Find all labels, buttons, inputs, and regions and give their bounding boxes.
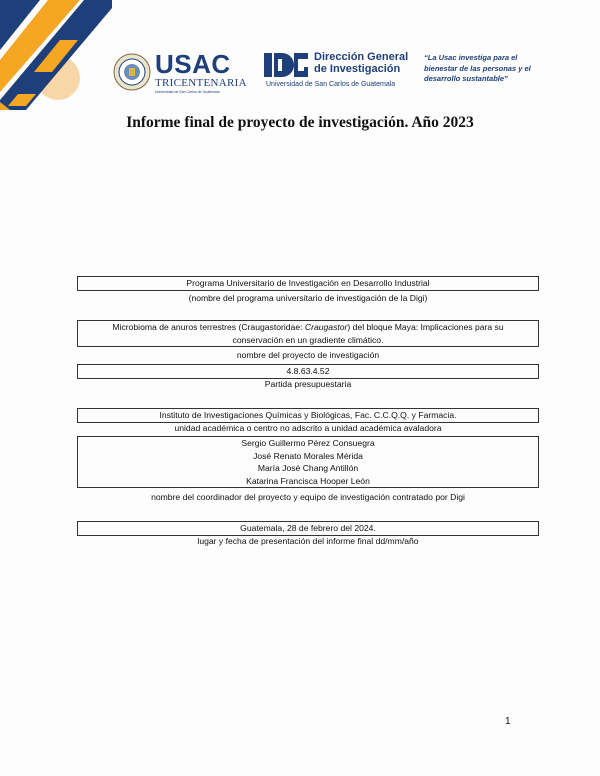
project-value-line2: conservación en un gradiente climático. [232,334,384,345]
usac-tricentenaria: TRICENTENARIA [155,77,247,89]
budget-caption: Partida presupuestaria [264,379,352,389]
place-date-field [77,521,539,536]
team-field [77,436,539,488]
project-genus: Craugastor [304,322,348,332]
team-member: Katarina Francisca Hooper León [246,475,370,486]
budget-field [77,364,539,379]
university-seal-icon [113,53,151,91]
team-member: Sergio Guillermo Pérez Consuegra [241,438,375,448]
program-field [77,276,539,291]
digi-name: Dirección General de Investigación [314,51,409,75]
digi-university: Universidad de San Carlos de Guatemala [266,81,396,88]
project-title-part: Microbioma de anuros terrestres (Craugastoridae: [112,322,305,332]
page-title: Informe final de proyecto de investigación. Año 2023 [126,114,474,131]
team-member: José Renato Morales Mérida [253,450,363,461]
unit-field [77,408,539,423]
usac-wordmark: USAC [155,49,231,79]
project-field [77,320,539,347]
budget-value: 4.8.63.4.52 [286,366,330,376]
usac-logo [113,49,247,96]
slogan: “La Usac investiga para el bienestar de las personas y el desarrollo sustantable” [424,53,531,83]
project-title-part: ) del bloque Maya: Implicaciones para su [347,322,504,332]
unit-value: Instituto de Investigaciones Químicas y Biológicas, Fac. C.C.Q.Q. y Farmacia. [159,410,457,420]
page-number: 1 [505,716,511,727]
team-caption: nombre del coordinador del proyecto y equipo de investigación contratado por Digi [151,492,465,502]
place-date-value: Guatemala, 28 de febrero del 2024. [240,523,376,533]
digi-logo [264,51,414,91]
project-value-line1 [78,321,538,334]
program-value: Programa Universitario de Investigación en Desarrollo Industrial [186,278,430,288]
usac-tagline: Universidad de San Carlos de Guatemala [155,90,220,94]
team-member: María José Chang Antillón [257,463,359,473]
program-caption: (nombre del programa universitario de investigación de la Digi) [188,293,428,303]
digi-mark-icon [264,51,310,79]
place-date-caption: lugar y fecha de presentación del informe final dd/mm/año [197,536,419,546]
corner-decoration [0,0,112,110]
unit-caption: unidad académica o centro no adscrito a unidad académica avaladora [174,423,442,433]
project-caption: nombre del proyecto de investigación [236,350,380,360]
